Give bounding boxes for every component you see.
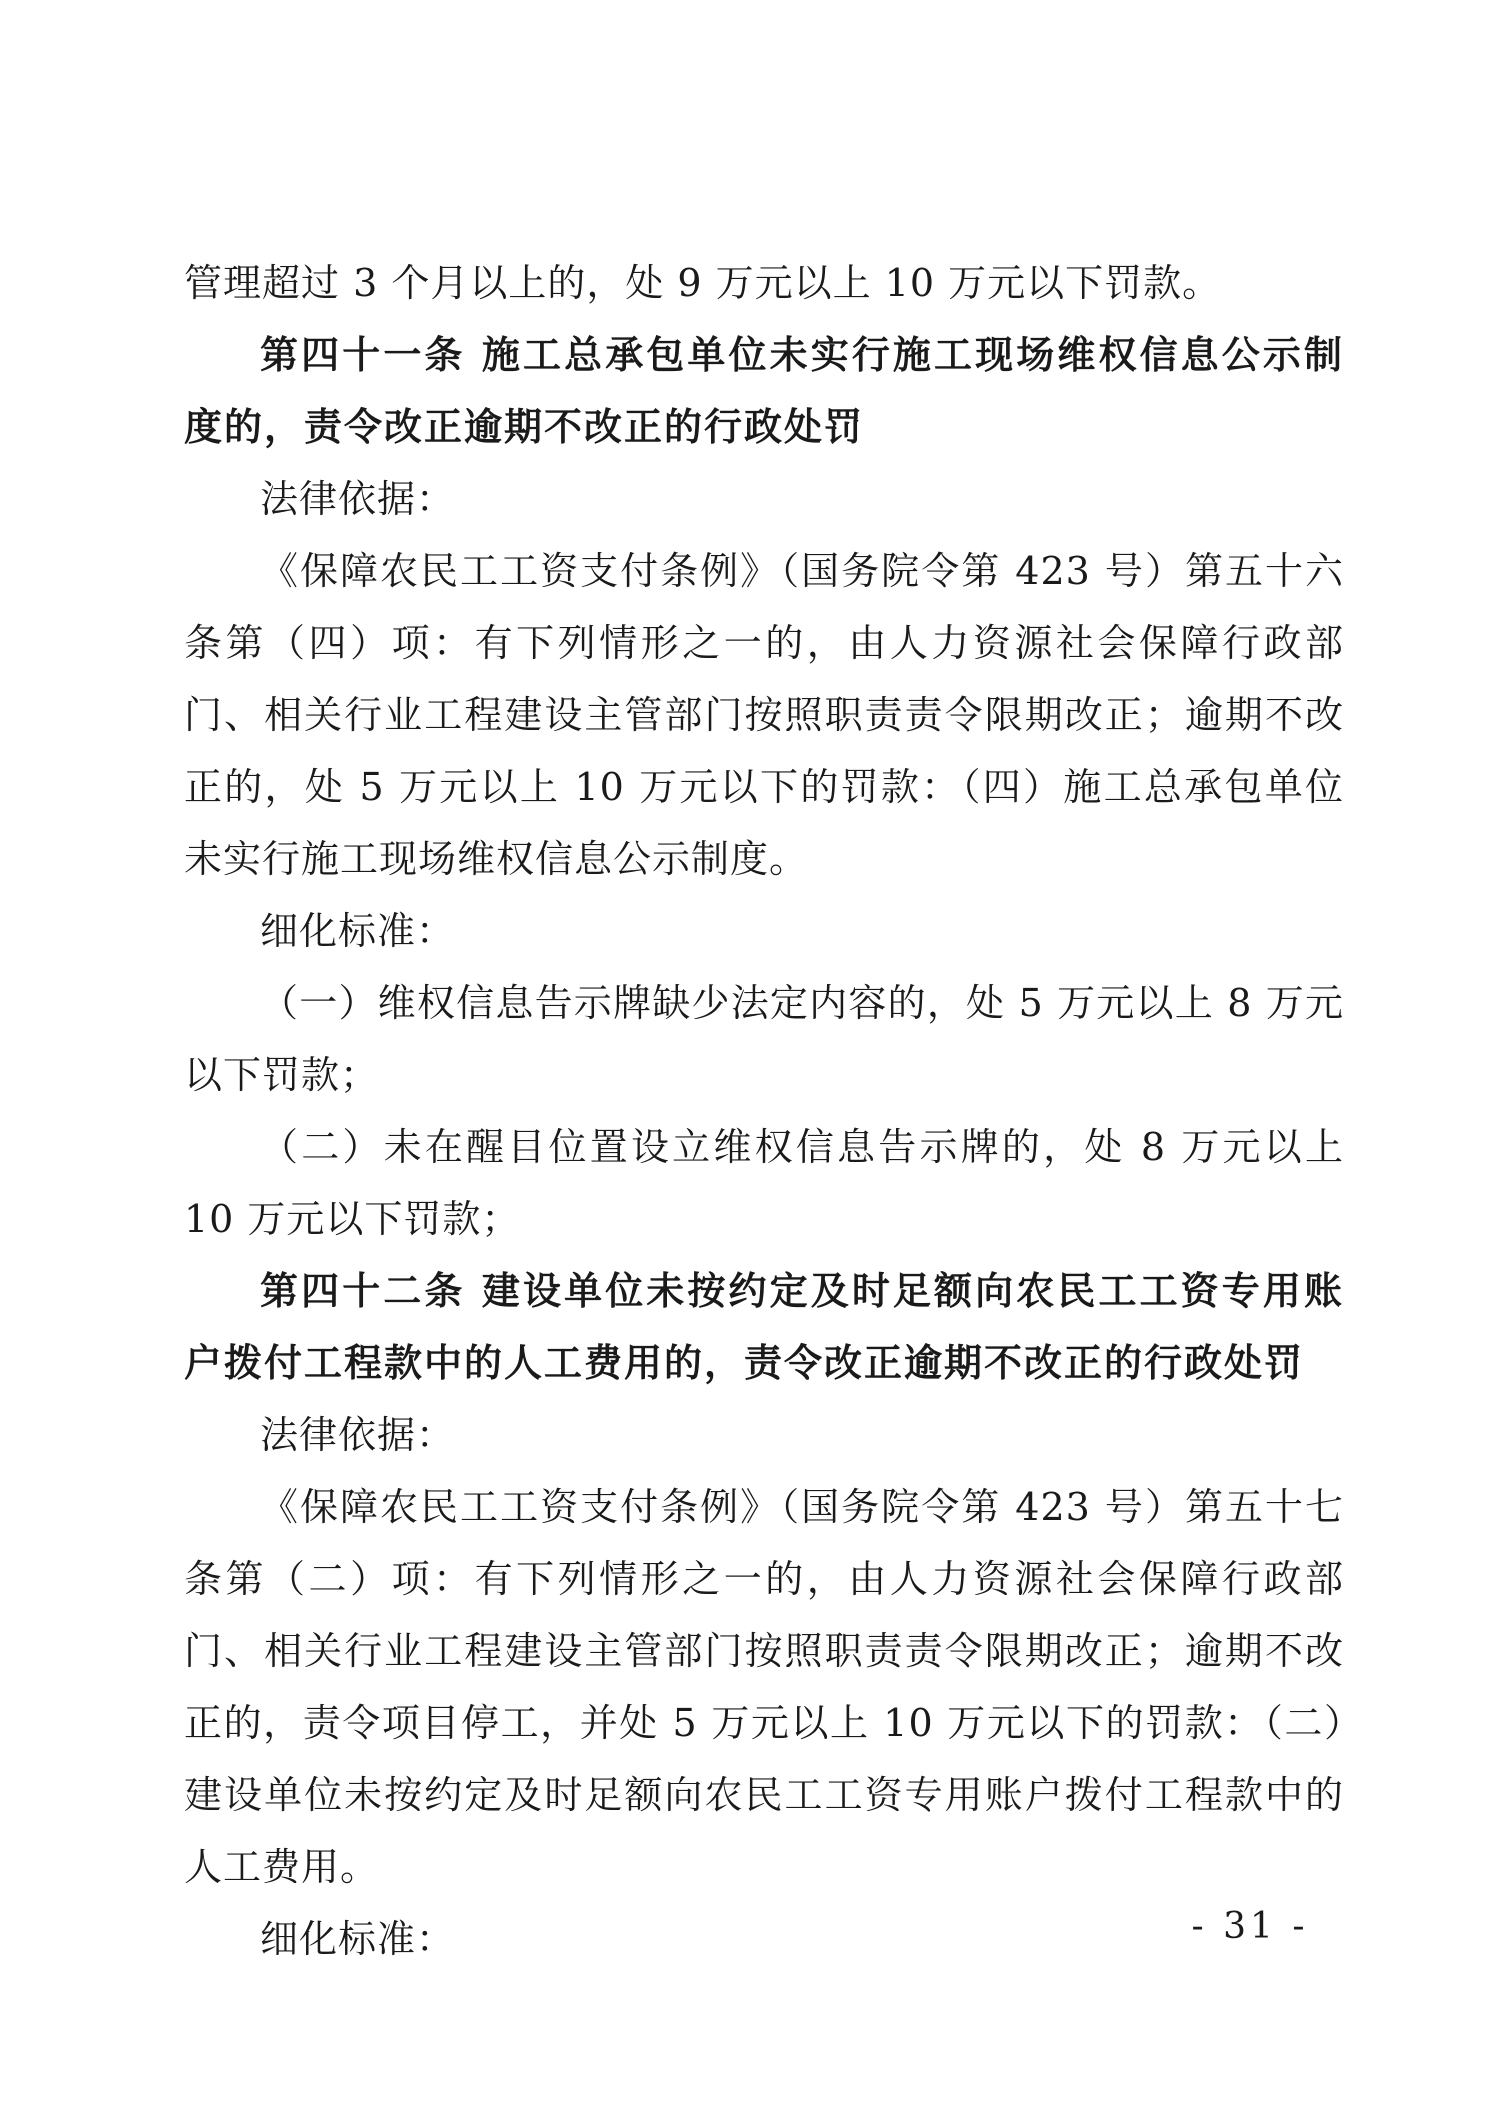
article-42-heading: 第四十二条 建设单位未按约定及时足额向农民工工资专用账户拨付工程款中的人工费用的，责令改正逾期不改正的行政处罚 <box>184 1269 1344 1385</box>
article-42-legal-basis: 《保障农民工工资支付条例》（国务院令第 423 号）第五十七条第（二）项：有下列情形之一的，由人力资源社会保障行政部门、相关行业工程建设主管部门按照职责责令限期改正；逾期不改正的，责令项目停工，并处 5 万元以上 10 万元以下的罚款：（二）建设单位未按约定及时足额向农民工工资专用账户拨付工程款中的人工费用。 <box>184 1485 1344 1889</box>
legal-basis-label: 法律依据： <box>260 1413 456 1457</box>
article-41-standard-1: （一）维权信息告示牌缺少法定内容的，处 5 万元以上 8 万元以下罚款； <box>184 981 1344 1097</box>
article-41-legal-basis: 《保障农民工工资支付条例》（国务院令第 423 号）第五十六条第（四）项：有下列情形之一的，由人力资源社会保障行政部门、相关行业工程建设主管部门按照职责责令限期改正；逾期不改正的，处 5 万元以上 10 万元以下的罚款：（四）施工总承包单位未实行施工现场维权信息公示制度。 <box>184 549 1344 881</box>
legal-basis-label: 法律依据： <box>260 477 456 521</box>
detailed-standard-label: 细化标准： <box>260 909 456 953</box>
document-body <box>184 247 1344 1975</box>
article-41-standard-2: （二）未在醒目位置设立维权信息告示牌的，处 8 万元以上 10 万元以下罚款； <box>184 1125 1344 1241</box>
article-41-heading: 第四十一条 施工总承包单位未实行施工现场维权信息公示制度的，责令改正逾期不改正的行政处罚 <box>184 333 1344 449</box>
detailed-standard-label: 细化标准： <box>260 1917 456 1961</box>
paragraph-continuation: 管理超过 3 个月以上的，处 9 万元以上 10 万元以下罚款。 <box>184 261 1222 305</box>
page-number: - 31 - <box>1191 1906 1309 1947</box>
